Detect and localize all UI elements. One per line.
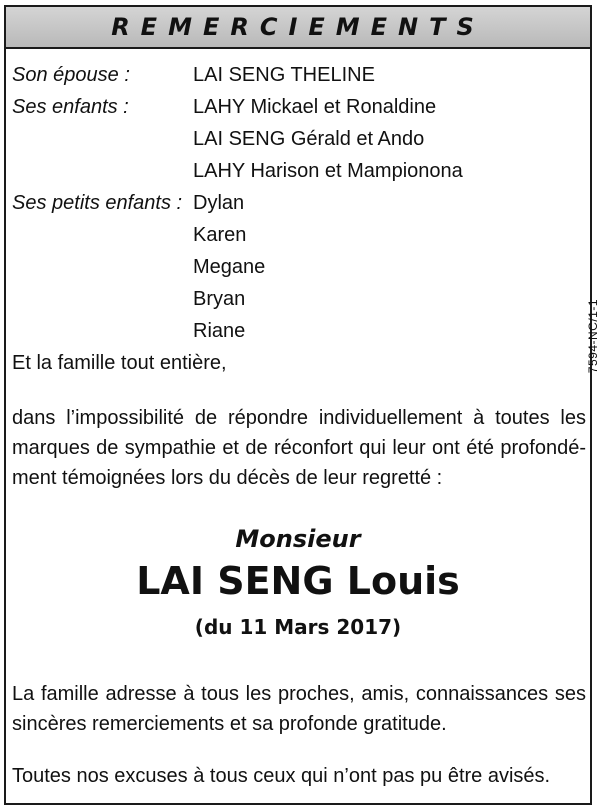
header-banner	[6, 7, 590, 49]
grandchildren-row	[12, 191, 245, 215]
closing-paragraph: La famille adresse à tous les proches, amis, connaissances ses sincères remerciements et sa profonde gratitude.	[12, 683, 586, 735]
spouse-label: Son épouse :	[12, 64, 130, 86]
children-label: Ses enfants :	[12, 96, 129, 118]
child-2: LAI SENG Gérald et Ando	[193, 128, 425, 150]
notice-frame	[4, 5, 600, 805]
grandchild-4: Bryan	[193, 288, 246, 310]
reference-code: 7594-NC/1-1	[586, 299, 600, 374]
whole-family-text: Et la famille tout entière,	[12, 352, 227, 374]
whole-family-row	[12, 351, 227, 375]
spouse-row	[12, 63, 375, 87]
child-3: LAHY Harison et Mampiononа	[193, 160, 463, 182]
apology-paragraph: Toutes nos excuses à tous ceux qui n’ont pas pu être avisés.	[12, 765, 551, 787]
deceased-title: Monsieur	[235, 525, 361, 553]
grandchildren-label: Ses petits enfants :	[12, 192, 183, 214]
grandchild-5: Riane	[193, 320, 246, 342]
deceased-date: (du 11 Mars 2017)	[194, 615, 402, 639]
message-paragraph: dans l’impossibilité de répondre individuellement à toutes les marques de sympathie et de réconfort qui leur ont été profondé-ment témoignées lors du décès de leur regretté :	[12, 407, 586, 489]
children-row	[12, 95, 437, 119]
child-1: LAHY Mickael et Ronaldine	[193, 96, 437, 118]
grandchild-1: Dylan	[193, 192, 245, 214]
deceased-name: LAI SENG Louis	[136, 559, 460, 603]
grandchild-2: Karen	[193, 224, 247, 246]
spouse-name: LAI SENG THELINE	[193, 64, 375, 86]
header-title: REMERCIEMENTS	[111, 13, 485, 41]
grandchild-3: Megane	[193, 256, 266, 278]
